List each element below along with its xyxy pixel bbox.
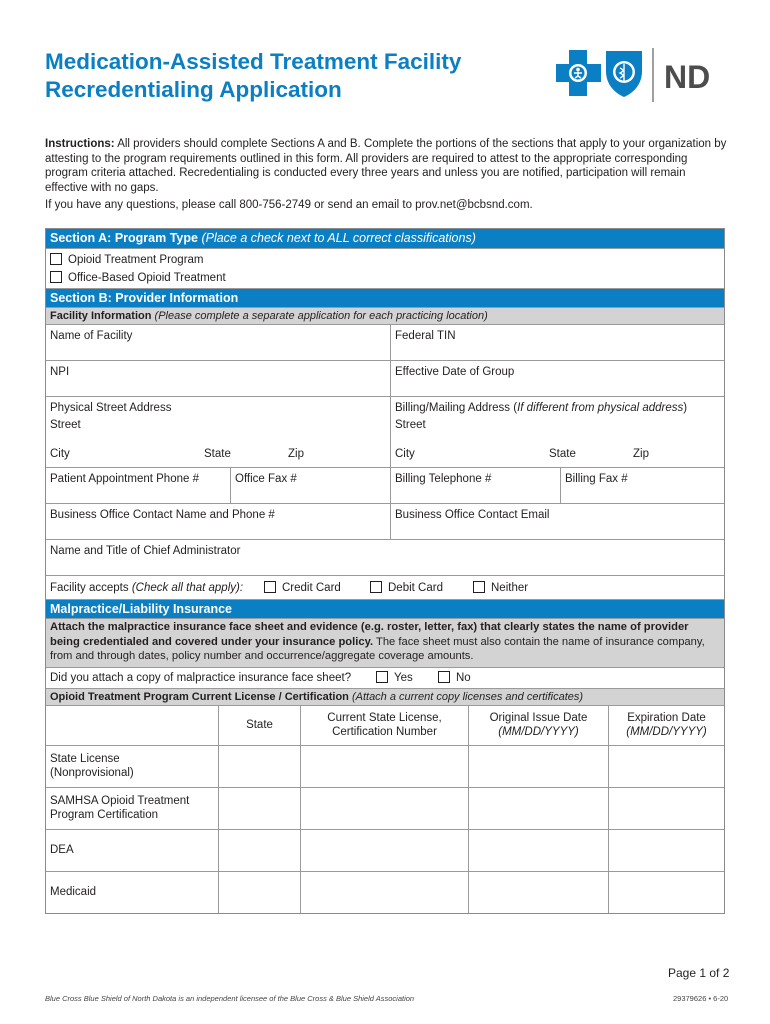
field-label: NPI (50, 366, 70, 378)
credit-card-option (264, 581, 370, 594)
facility-info-label: Facility Information (50, 310, 152, 322)
row-label (46, 746, 218, 787)
chief-admin-field[interactable] (46, 540, 724, 575)
debit-card-checkbox[interactable] (370, 581, 382, 593)
row-label-line: (Nonprovisional) (50, 767, 134, 779)
neither-checkbox[interactable] (473, 581, 485, 593)
option-label: Neither (491, 582, 529, 594)
malpractice-question: Did you attach a copy of malpractice insurance face sheet? (50, 671, 352, 684)
field-label: Billing Telephone # (395, 473, 492, 485)
row-label-line: DEA (50, 844, 74, 856)
field-label: Business Office Contact Name and Phone # (50, 509, 275, 521)
col-label: State (246, 719, 273, 731)
yes-option (376, 671, 438, 684)
original-issue-date-cell[interactable] (468, 788, 608, 829)
billing-address-field[interactable] (390, 397, 724, 467)
no-option (438, 671, 471, 684)
option-label: Opioid Treatment Program (68, 254, 204, 266)
billing-address-suffix: ) (683, 402, 688, 414)
col-format: (MM/DD/YYYY) (498, 726, 579, 738)
physical-address-field[interactable] (46, 397, 390, 467)
bcbsnd-logo (556, 46, 736, 104)
city-label: City (50, 448, 70, 460)
instructions-text: All providers should complete Sections A and B. Complete the portions of the sections that apply to your organization by attesting to the program requirements outlined in this form. All providers are required to attest to the appropriate corresponding program criteria attached. Recredentialing is conducted every three years and unless you are notified, participation will remain effective with no gaps. (45, 138, 727, 194)
cert-number-cell[interactable] (300, 830, 468, 871)
section-a-title: Section A: Program Type (50, 231, 198, 245)
row-label-line: Program Certification (50, 809, 159, 821)
row-label (46, 788, 218, 829)
option-label: Yes (394, 672, 413, 684)
col-state (218, 706, 300, 745)
section-b-title: Section B: Provider Information (50, 291, 239, 305)
effective-date-field[interactable] (390, 361, 724, 396)
col-cert-number (300, 706, 468, 745)
contact-name-phone-field[interactable] (46, 504, 390, 539)
malpractice-text: The face sheet must also contain the name of insurance company, from and through dates, policy number and occurrence/aggregate coverage amounts. (50, 635, 705, 662)
option-label: Office-Based Opioid Treatment (68, 272, 226, 284)
table-row (46, 787, 724, 829)
page-title (45, 48, 525, 104)
field-label: Name of Facility (50, 330, 133, 342)
option-label: Debit Card (388, 582, 443, 594)
chief-admin-row (46, 539, 724, 575)
col-label: Expiration Date (627, 712, 706, 724)
expiration-date-cell[interactable] (608, 830, 724, 871)
license-title: Opioid Treatment Program Current License / Certification (50, 690, 349, 703)
contact-email-field[interactable] (390, 504, 724, 539)
state-cell[interactable] (218, 872, 300, 913)
expiration-date-cell[interactable] (608, 746, 724, 787)
section-b-header (46, 288, 724, 307)
facility-name-row (46, 324, 724, 360)
field-label: Business Office Contact Email (395, 509, 550, 521)
state-cell[interactable] (218, 746, 300, 787)
row-label (46, 830, 218, 871)
name-of-facility-field[interactable] (46, 325, 390, 360)
office-based-checkbox[interactable] (50, 271, 62, 283)
field-label: Federal TIN (395, 330, 456, 342)
billing-address-note: If different from physical address (517, 402, 684, 414)
state-cell[interactable] (218, 830, 300, 871)
neither-option (473, 581, 528, 594)
address-row (46, 396, 724, 467)
federal-tin-field[interactable] (390, 325, 724, 360)
form-code: 29379626 • 6-20 (673, 994, 729, 1003)
zip-label: Zip (633, 448, 649, 460)
field-label (395, 401, 720, 415)
field-label: Physical Street Address (50, 402, 172, 414)
title-line-1: Medication-Assisted Treatment Facility (45, 49, 462, 74)
col-original-issue-date (468, 706, 608, 745)
field-label: Billing Fax # (565, 473, 628, 485)
opioid-treatment-checkbox[interactable] (50, 253, 62, 265)
contact-line: If you have any questions, please call 800-756-2749 or send an email to prov.net@bcbsnd.com. (45, 199, 533, 211)
phone-row (46, 467, 724, 503)
office-fax-field[interactable] (230, 468, 390, 503)
debit-card-option (370, 581, 473, 594)
malpractice-instructions (46, 618, 724, 667)
facility-info-header (46, 307, 724, 324)
billing-address-prefix: Billing/Mailing Address ( (395, 402, 518, 414)
section-a-options (46, 248, 724, 288)
original-issue-date-cell[interactable] (468, 830, 608, 871)
licensee-footer: Blue Cross Blue Shield of North Dakota is an independent licensee of the Blue Cross & Blue Shield Association (45, 994, 415, 1003)
cert-number-cell[interactable] (300, 746, 468, 787)
section-a-header (46, 229, 724, 248)
original-issue-date-cell[interactable] (468, 872, 608, 913)
col-label: Original Issue Date (489, 712, 588, 724)
billing-fax-field[interactable] (560, 468, 724, 503)
col-label: Certification Number (332, 726, 437, 738)
license-header (46, 688, 724, 705)
section-a-note: (Place a check next to ALL correct classifications) (201, 231, 476, 245)
field-label: Effective Date of Group (395, 366, 515, 378)
blue-shield-icon (606, 51, 642, 97)
street-label: Street (395, 419, 426, 431)
field-label: Name and Title of Chief Administrator (50, 545, 241, 557)
facility-info-note: (Please complete a separate application for each practicing location) (154, 310, 488, 322)
instructions-label: Instructions: (45, 138, 115, 150)
npi-row (46, 360, 724, 396)
license-column-headers (46, 705, 724, 745)
table-row (46, 871, 724, 913)
accepts-note: (Check all that apply): (131, 581, 244, 594)
city-label: City (395, 448, 415, 460)
malpractice-bold-text: Attach the malpractice insurance face sheet and evidence (e.g. roster, letter, fax) that clearly states the name of provider being credentialed and covered under your insurance policy. (50, 621, 689, 648)
patient-phone-field[interactable] (46, 468, 230, 503)
blue-cross-icon (556, 50, 601, 96)
npi-field[interactable] (46, 361, 390, 396)
state-abbrev: ND (664, 59, 711, 95)
title-line-2: Recredentialing Application (45, 77, 342, 102)
license-note: (Attach a current copy licenses and certificates) (351, 690, 584, 703)
original-issue-date-cell[interactable] (468, 746, 608, 787)
malpractice-header (46, 599, 724, 618)
instructions (45, 137, 730, 195)
table-row (46, 829, 724, 871)
page-number: Page 1 of 2 (668, 966, 730, 980)
row-label-line: Medicaid (50, 886, 97, 898)
col-blank (46, 706, 218, 745)
col-format: (MM/DD/YYYY) (626, 726, 707, 738)
state-cell[interactable] (218, 788, 300, 829)
field-label: Patient Appointment Phone # (50, 473, 199, 485)
credit-card-checkbox[interactable] (264, 581, 276, 593)
row-label-line: SAMHSA Opioid Treatment (50, 795, 190, 807)
accepts-label (50, 582, 264, 594)
col-expiration-date (608, 706, 724, 745)
no-checkbox[interactable] (438, 671, 450, 683)
expiration-date-cell[interactable] (608, 788, 724, 829)
cert-number-cell[interactable] (300, 788, 468, 829)
option-label: No (456, 672, 471, 684)
zip-label: Zip (288, 448, 304, 460)
cert-number-cell[interactable] (300, 872, 468, 913)
state-label: State (204, 448, 231, 460)
yes-checkbox[interactable] (376, 671, 388, 683)
option-label: Credit Card (282, 582, 341, 594)
expiration-date-cell[interactable] (608, 872, 724, 913)
table-row (46, 745, 724, 787)
option-opioid-treatment-program (46, 251, 724, 269)
malpractice-title: Malpractice/Liability Insurance (50, 602, 233, 616)
accepts-row (46, 575, 724, 599)
application-form (45, 228, 725, 914)
accepts-text: Facility accepts (50, 581, 132, 594)
contact-row (46, 503, 724, 539)
option-office-based (46, 269, 724, 287)
row-label-line: State License (50, 753, 120, 765)
street-label: Street (50, 419, 81, 431)
col-label: Current State License, (327, 712, 442, 724)
malpractice-question-row (46, 667, 724, 688)
billing-phone-field[interactable] (390, 468, 560, 503)
row-label (46, 872, 218, 913)
state-label: State (549, 448, 576, 460)
field-label: Office Fax # (235, 473, 297, 485)
